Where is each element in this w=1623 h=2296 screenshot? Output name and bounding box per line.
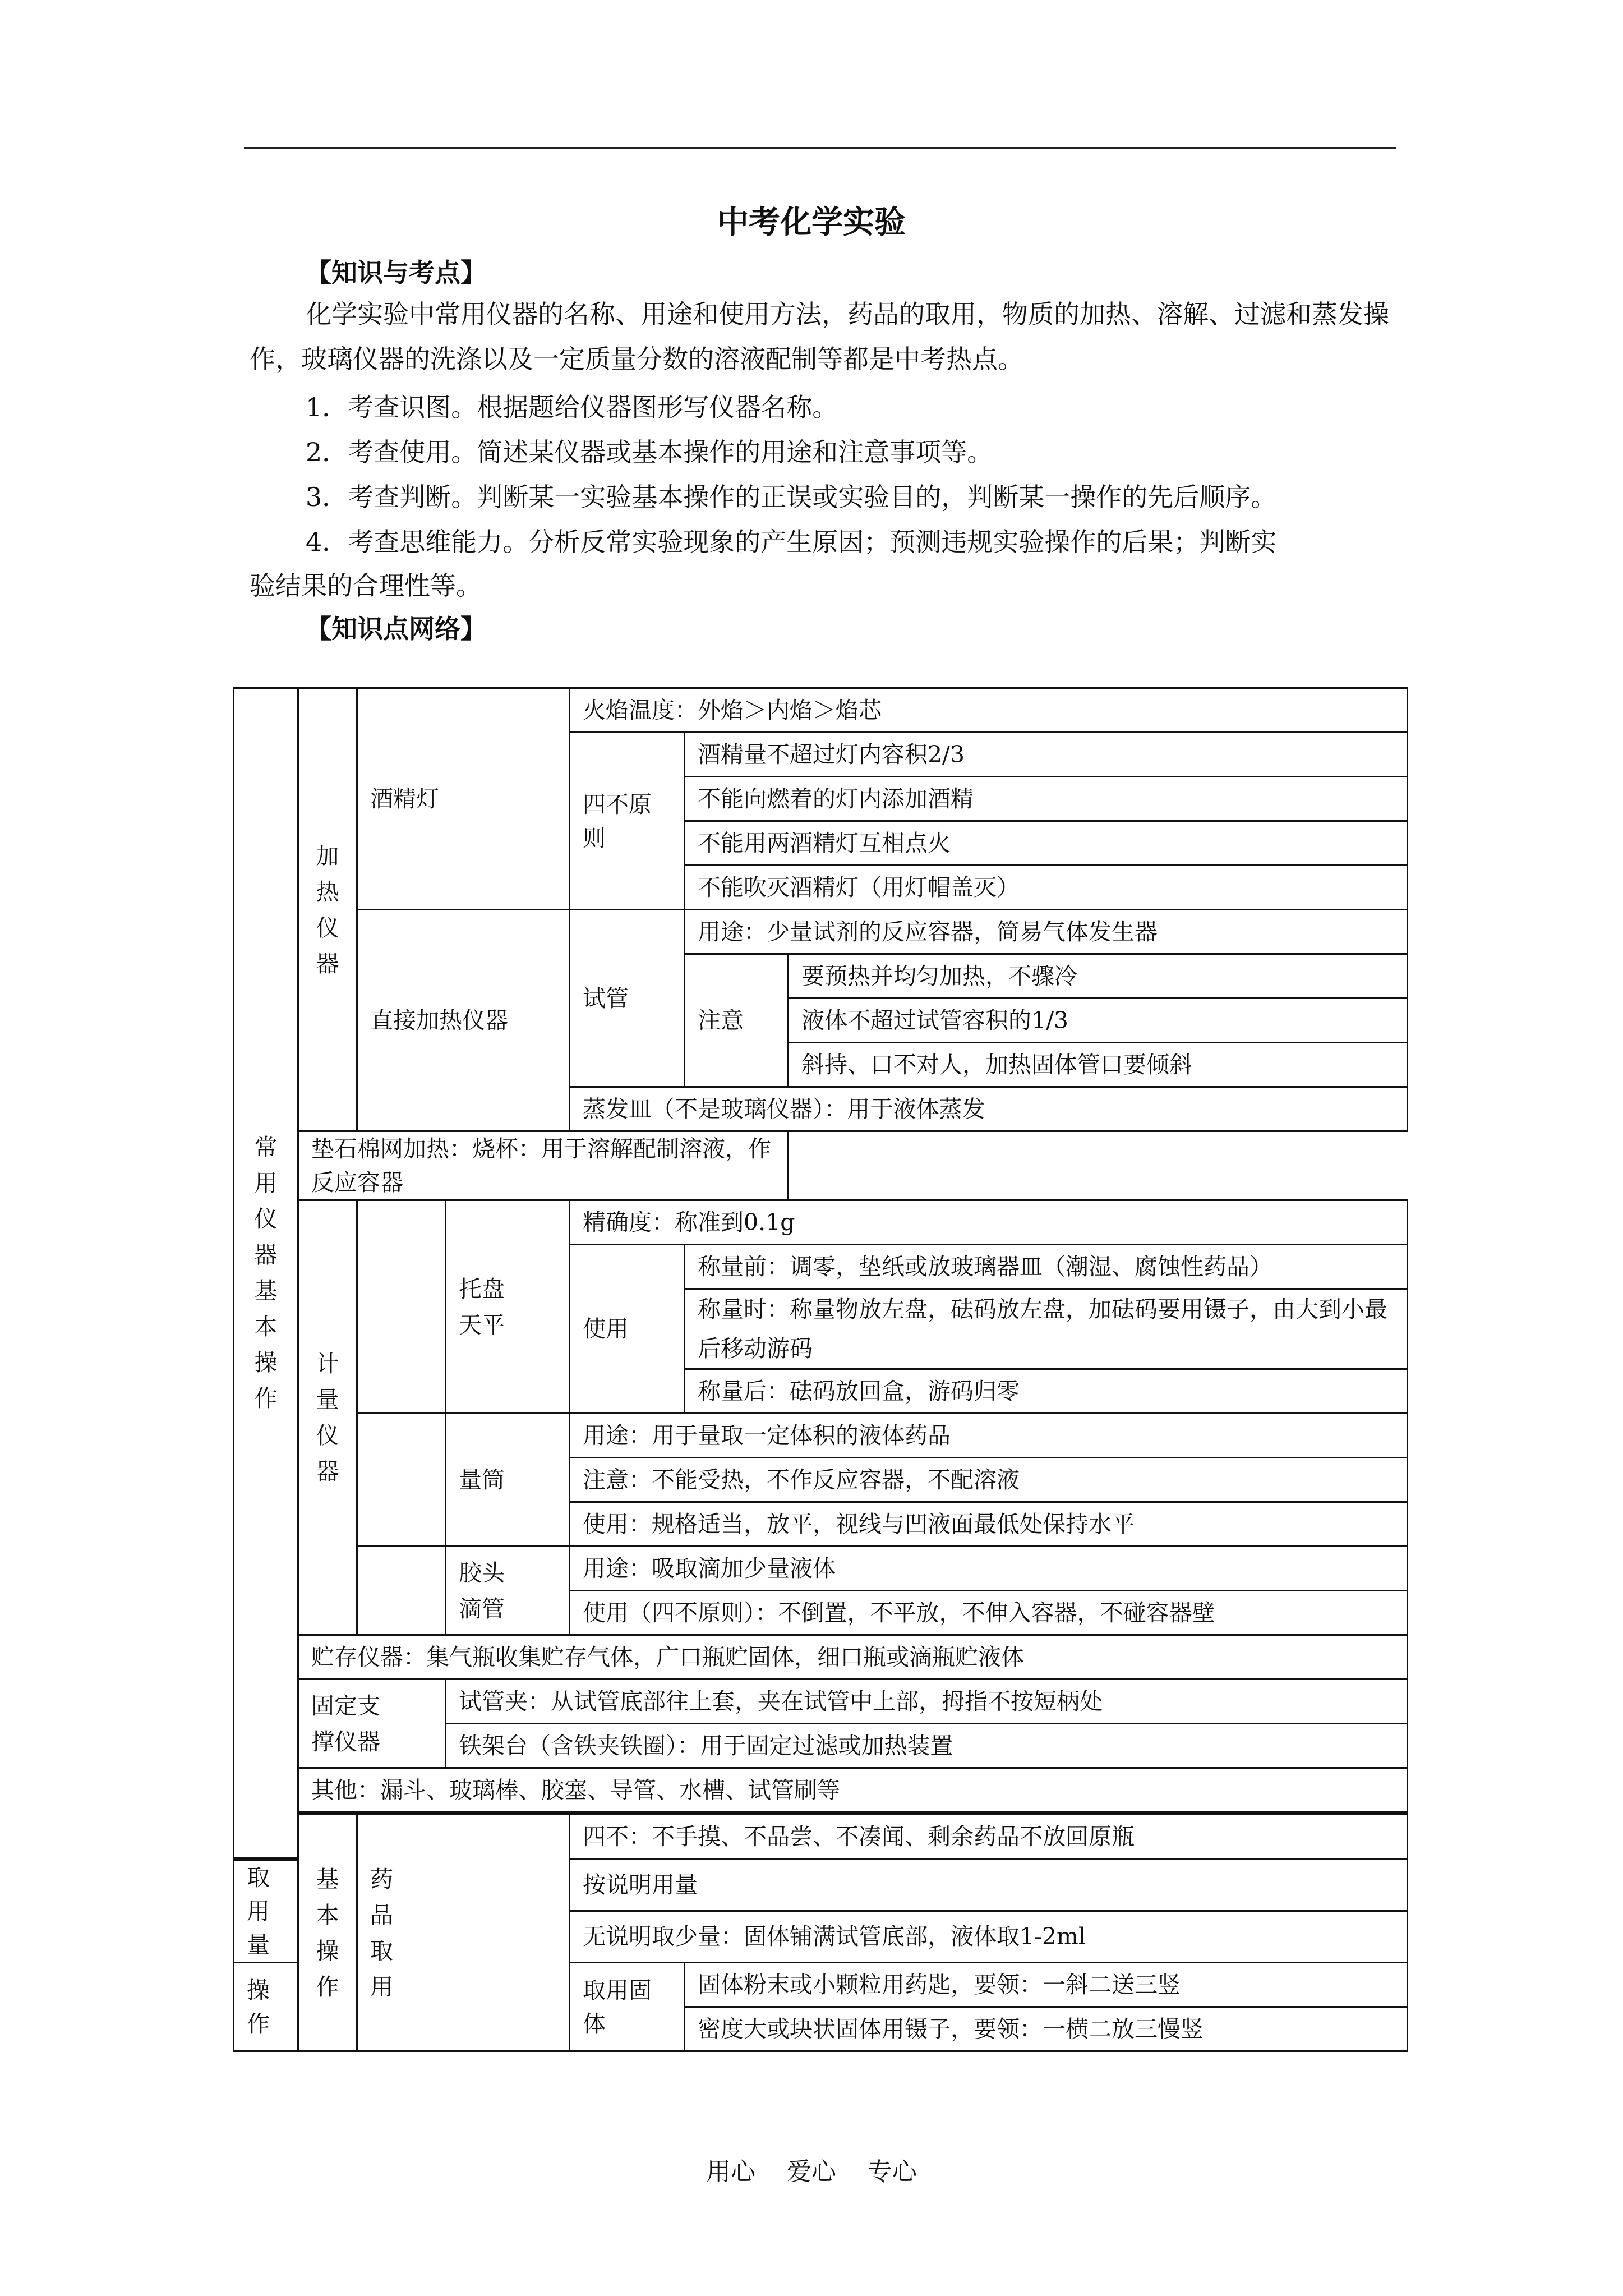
measuring-instruments: 计量仪器 — [298, 1200, 357, 1635]
intro-paragraph — [250, 292, 1396, 381]
sec-common-instruments: 常用仪器基本操作 — [234, 688, 298, 1859]
item-4-cont: 验结果的合理性等。 — [250, 570, 482, 601]
test-tube-clamp: 试管夹：从试管底部往上套，夹在试管中上部，拇指不按短柄处 — [446, 1680, 1408, 1724]
dropper-row: 用途：吸取滴加少量液体 — [570, 1547, 1408, 1591]
item-3: 3．考查判断。判断某一实验基本操作的正误或实验目的，判断某一操作的先后顺序。 — [306, 482, 1277, 512]
item-1: 1．考查识图。根据题给仪器图形写仪器名称。 — [306, 392, 838, 422]
gauze-heating: 垫石棉网加热：烧杯：用于溶解配制溶液，作反应容器 — [298, 1131, 789, 1200]
cylinder-row: 注意：不能受热，不作反应容器，不配溶液 — [570, 1458, 1408, 1502]
page-footer — [0, 2151, 1623, 2187]
direct-heating: 直接加热仪器 — [357, 910, 570, 1131]
dropper-row: 使用（四不原则）：不倒置，不平放，不伸入容器，不碰容器壁 — [570, 1591, 1408, 1635]
test-tube: 试管 — [570, 910, 685, 1087]
balance-after: 称量后：砝码放回盒，游码归零 — [685, 1369, 1408, 1414]
drug-taking: 药品取用 — [357, 1814, 570, 2051]
blank-cell — [357, 1200, 446, 1414]
heating-instruments: 加热仪器 — [298, 688, 357, 1131]
tube-note: 液体不超过试管容积的1/3 — [789, 999, 1408, 1043]
footer-word: 用心 — [706, 2157, 755, 2186]
balance-precision: 精确度：称准到0.1g — [570, 1200, 1408, 1245]
blank-cell — [357, 1414, 446, 1547]
dropper: 胶头滴管 — [446, 1547, 570, 1635]
flame-temp: 火焰温度：外焰＞内焰＞焰芯 — [570, 688, 1408, 733]
blank-cell — [357, 1547, 446, 1635]
tube-attention: 注意 — [685, 954, 789, 1087]
support-instruments: 固定支撑仪器 — [298, 1680, 446, 1768]
evaporating-dish: 蒸发皿（不是玻璃仪器）：用于液体蒸发 — [570, 1087, 1408, 1131]
balance-use: 使用 — [570, 1245, 685, 1414]
drug-four-no: 四不：不手摸、不品尝、不凑闻、剩余药品不放回原瓶 — [570, 1814, 1408, 1859]
tube-use: 用途：少量试剂的反应容器，简易气体发生器 — [685, 910, 1408, 954]
four-no-rule: 四不原则 — [570, 733, 685, 910]
cylinder-row: 使用：规格适当，放平，视线与凹液面最低处保持水平 — [570, 1502, 1408, 1547]
section-knowledge-head: 【知识与考点】 — [306, 257, 486, 288]
lamp-rule: 不能用两酒精灯互相点火 — [685, 821, 1408, 866]
header-rule — [244, 147, 1396, 149]
operation: 操作 — [234, 1963, 298, 2051]
lamp-rule: 酒精量不超过灯内容积2/3 — [685, 733, 1408, 777]
amount-row: 按说明用量 — [570, 1859, 1408, 1911]
lamp-rule: 不能吹灭酒精灯（用灯帽盖灭） — [685, 866, 1408, 910]
item-2: 2．考查使用。简述某仪器或基本操作的用途和注意事项等。 — [306, 437, 993, 467]
amount-row: 无说明取少量：固体铺满试管底部，液体取1-2ml — [570, 1911, 1408, 1963]
measuring-cylinder: 量筒 — [446, 1414, 570, 1547]
alcohol-lamp: 酒精灯 — [357, 688, 570, 910]
solid-row: 固体粉末或小颗粒用药匙，要领：一斜二送三竖 — [685, 1963, 1408, 2007]
solid-row: 密度大或块状固体用镊子，要领：一横二放三慢竖 — [685, 2007, 1408, 2051]
balance-during: 称量时：称量物放左盘，砝码放左盘，加砝码要用镊子，由大到小最后移动游码 — [685, 1289, 1408, 1369]
footer-word: 专心 — [868, 2157, 917, 2186]
tube-note: 要预热并均匀加热，不骤冷 — [789, 954, 1408, 999]
lamp-rule: 不能向燃着的灯内添加酒精 — [685, 777, 1408, 821]
storage-instruments: 贮存仪器：集气瓶收集贮存气体，广口瓶贮固体，细口瓶或滴瓶贮液体 — [298, 1635, 1408, 1680]
balance-before: 称量前：调零，垫纸或放玻璃器皿（潮湿、腐蚀性药品） — [685, 1245, 1408, 1289]
iron-stand: 铁架台（含铁夹铁圈）：用于固定过滤或加热装置 — [446, 1724, 1408, 1768]
footer-word: 爱心 — [787, 2157, 836, 2186]
amount-taken: 取用量 — [234, 1859, 298, 1963]
intro-text: 化学实验中常用仪器的名称、用途和使用方法，药品的取用，物质的加热、溶解、过滤和蒸发操作，玻璃仪器的洗涤以及一定质量分数的溶液配制等都是中考热点。 — [250, 299, 1389, 374]
knowledge-network-table — [233, 687, 1408, 2052]
sec-basic-operations: 基本操作 — [298, 1814, 357, 2051]
tube-note: 斜持、口不对人，加热固体管口要倾斜 — [789, 1043, 1408, 1087]
taking-solid: 取用固体 — [570, 1963, 685, 2051]
item-4: 4．考查思维能力。分析反常实验现象的产生原因；预测违规实验操作的后果；判断实 — [306, 527, 1277, 557]
cylinder-row: 用途：用于量取一定体积的液体药品 — [570, 1414, 1408, 1458]
tray-balance: 托盘天平 — [446, 1200, 570, 1414]
page-title: 中考化学实验 — [717, 204, 906, 241]
other-instruments: 其他：漏斗、玻璃棒、胶塞、导管、水槽、试管刷等 — [298, 1768, 1408, 1814]
section-network-head: 【知识点网络】 — [306, 614, 486, 644]
